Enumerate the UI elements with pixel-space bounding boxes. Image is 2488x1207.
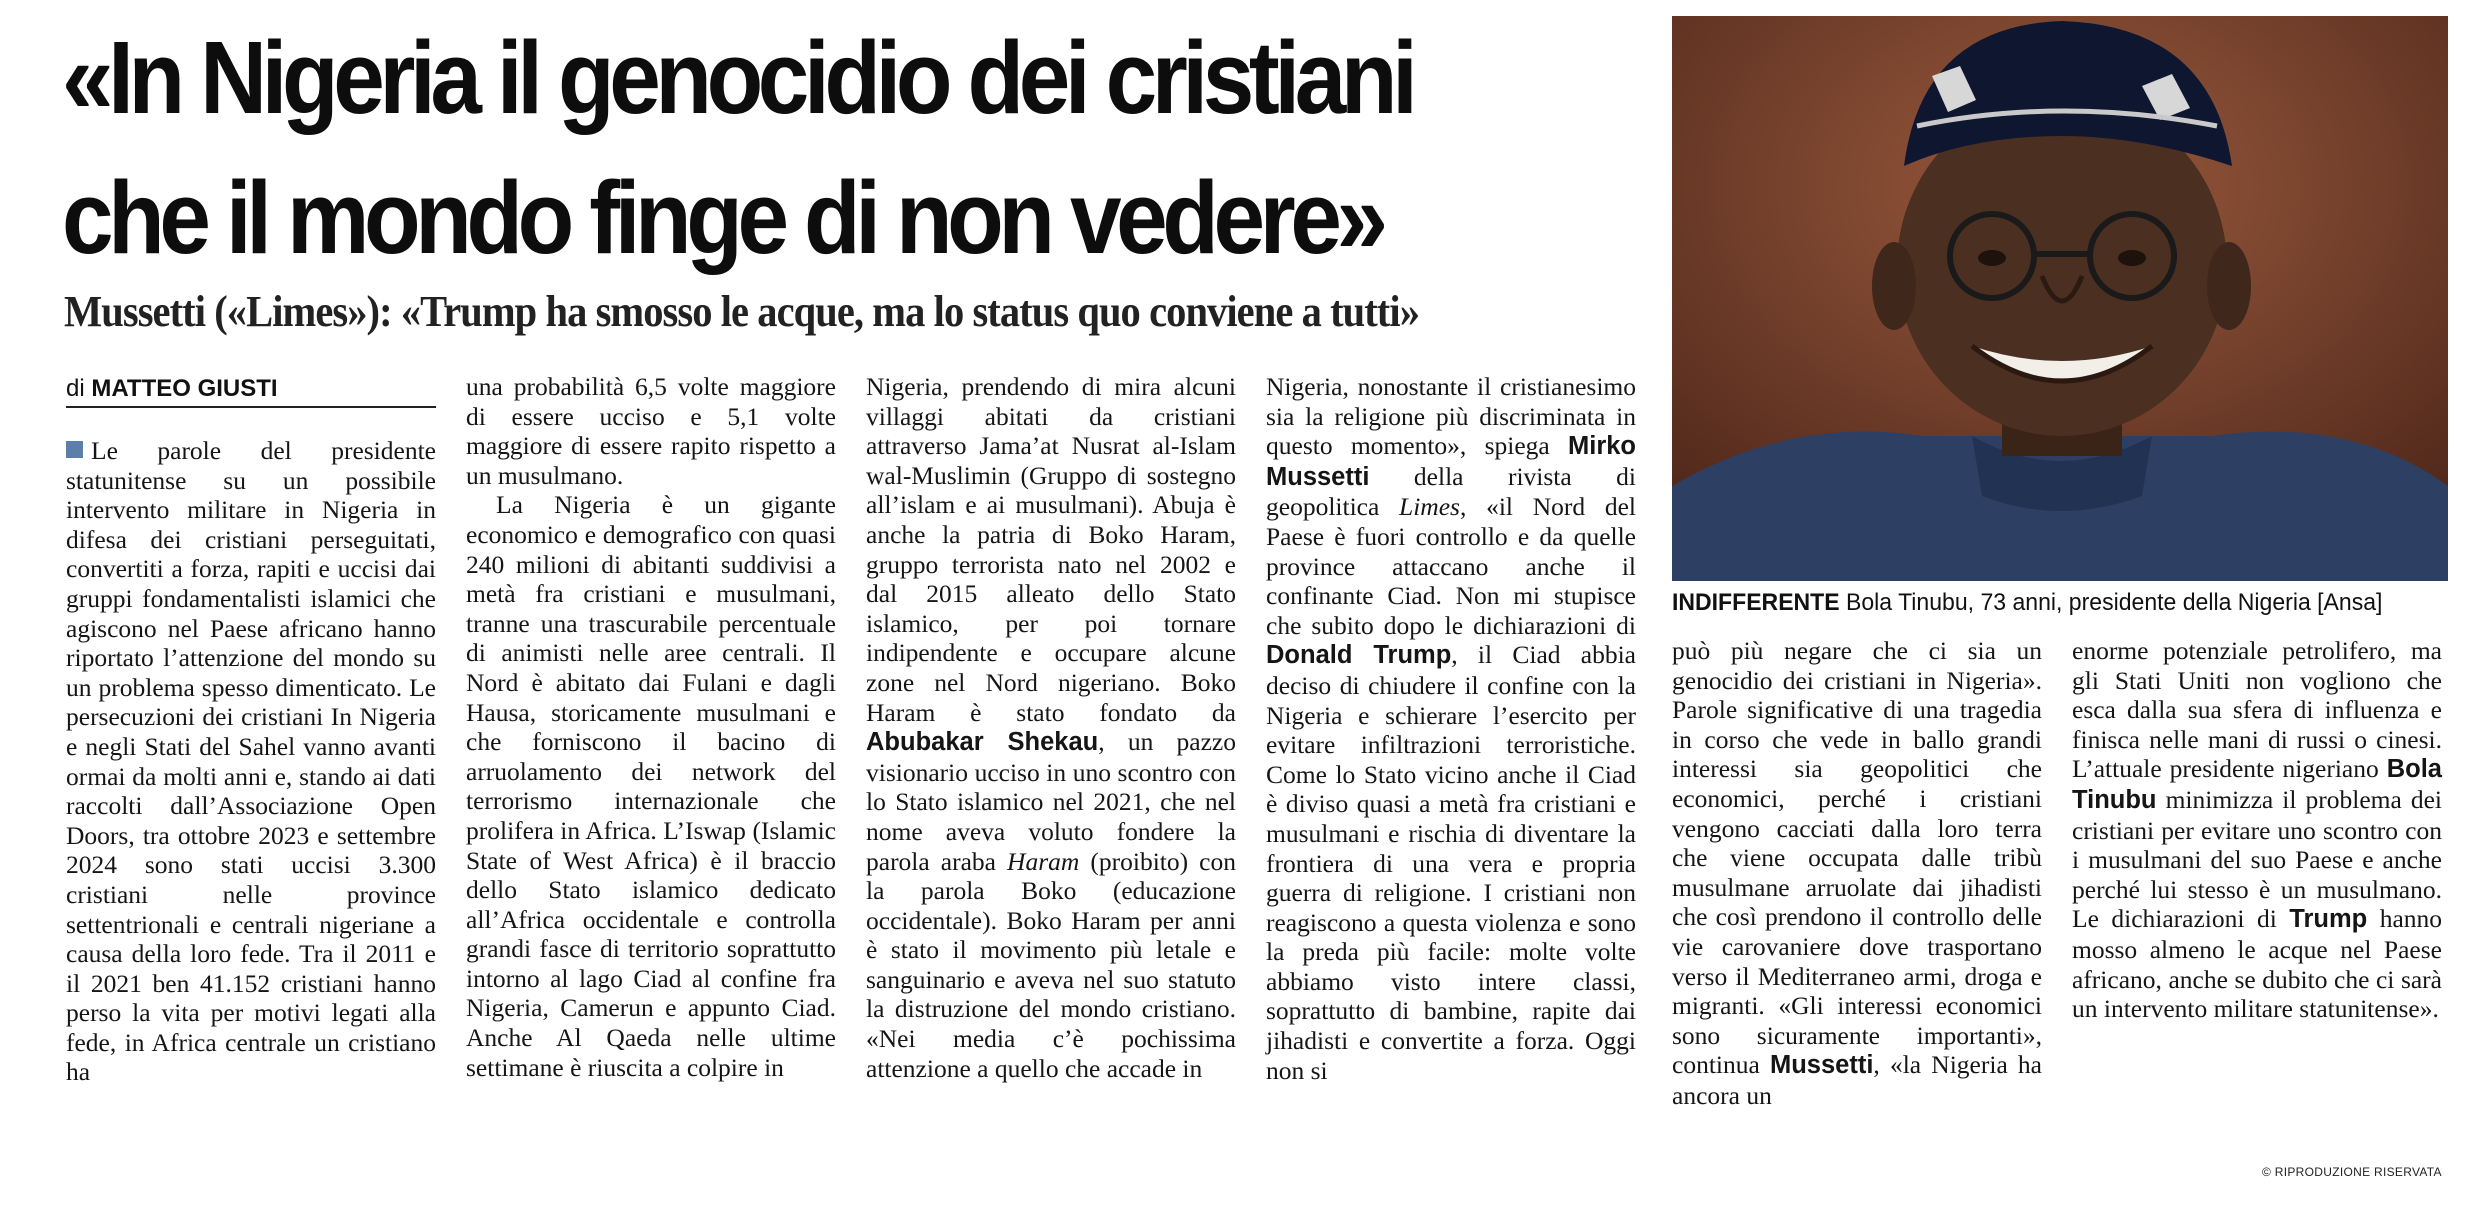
text-run: minimizza il problema dei cristiani per evitare uno scontro con i musulmani del suo Paese e anche perché lui stesso è un musulmano. Le dichiarazioni di [2072, 784, 2443, 934]
paragraph: una probabilità 6,5 volte maggiore di essere ucciso e 5,1 volte maggiore di essere rapito rispetto a un musulmano. [466, 372, 836, 490]
text-run: , «il Nord del Paese è fuori controllo e da quelle province attaccano anche il confinante Ciad. Non mi stupisce che subito dopo le dichiarazioni di [1266, 492, 1637, 640]
paragraph [1672, 636, 2042, 1111]
headline-line-1: «In Nigeria il genocidio dei cristiani [62, 20, 1413, 135]
text-run: Nigeria, nonostante il cristianesimo sia la religione più discriminata in questo momento», spiega [1266, 372, 1636, 461]
person-name: Mirko Mussetti [1266, 432, 1637, 491]
article-column-2 [466, 372, 836, 1082]
subtitle: Mussetti («Limes»): «Trump ha smosso le acque, ma lo status quo conviene a tutti» [64, 287, 1420, 336]
person-name: Mussetti [1769, 1051, 1874, 1080]
article-column-5 [1672, 636, 2042, 1111]
paragraph [1266, 372, 1636, 1085]
italic-term: Limes [1399, 492, 1460, 522]
text-run: , il Ciad abbia deciso di chiudere il confine con la Nigeria e schierare l’esercito per evitare infiltrazioni terroristiche. Come lo Stato vicino anche il Ciad è diviso quasi a metà fra cristiani e musulmani e rischia di diventare la frontiera di una vera e propria guerra di religione. I cristiani non reagiscono a questa violenza e sono la preda più facile: molte volte abbiamo visto intere classi, soprattutto di bambine, rapite dai jihadisti e convertite a forza. Oggi non si [1266, 640, 1636, 1085]
person-name: Abubakar Shekau [866, 728, 1099, 757]
portrait-illustration [1672, 16, 2448, 581]
text-run: hanno mosso almeno le acque nel Paese africano, anche se dubito che ci sarà un intervento militare statunitense». [2072, 904, 2443, 1024]
headline-line-2: che il mondo finge di non vedere» [62, 160, 1383, 275]
paragraph [2072, 636, 2442, 1024]
text-run: (proibito) con la parola Boko (educazione occidentale). Boko Haram per anni è stato il movimento più letale e sanguinario e aveva nel suo statuto la distruzione del mondo cristiano. «Nei media c’è pochissima attenzione a quello che accade in [866, 846, 1236, 1083]
text-run: , un pazzo visionario ucciso in uno scontro con lo Stato islamico nel 2021, che nel nome aveva voluto fondere la parola araba [866, 727, 1236, 876]
byline [66, 372, 436, 408]
paragraph-start-square-icon [66, 441, 83, 458]
photo-bola-tinubu [1672, 16, 2448, 581]
photo-caption [1672, 586, 2415, 620]
paragraph [866, 372, 1236, 1083]
text-run: enorme potenziale petrolifero, ma gli Stati Uniti non vogliono che esca dalla sua sfera di influenza e finisca nelle mani di russi o cinesi. L’attuale presidente nigeriano [2072, 636, 2442, 784]
person-name: Donald Trump [1266, 641, 1452, 670]
article-column-3 [866, 372, 1236, 1083]
paragraph-text: Le parole del presidente statunitense su un possibile intervento militare in Nigeria in difesa dei cristiani perseguitati, convertiti a forza, rapiti e uccisi dai gruppi fondamentalisti islamici che agiscono nel Paese africano hanno riportato l’attenzione del mondo su un problema spesso dimenticato. Le persecuzioni dei cristiani In Nigeria e negli Stati del Sahel vanno avanti ormai da molti anni e, stando ai dati raccolti dall’Associazione Open Doors, tra ottobre 2023 e settembre 2024 sono stati uccisi 3.300 cristiani nelle province settentrionali e centrali nigeriane a causa della loro fede. Tra il 2011 e il 2021 ben 41.152 cristiani hanno perso la vita per motivi legati alla fede, in Africa centrale un cristiano ha [66, 436, 436, 1087]
byline-author: MATTEO GIUSTI [91, 375, 278, 402]
byline-prefix: di [66, 375, 85, 402]
caption-tag: INDIFFERENTE [1672, 589, 1840, 616]
copyright-notice: © RIPRODUZIONE RISERVATA [2262, 1165, 2442, 1179]
text-run: , «la Nigeria ha ancora un [1672, 1050, 2042, 1110]
person-name: Bola Tinubu [2072, 755, 2442, 814]
paragraph [66, 436, 436, 1087]
caption-text: Bola Tinubu, 73 anni, presidente della Nigeria [Ansa] [1839, 589, 2383, 616]
headline [62, 8, 1493, 288]
article-column-1 [66, 436, 436, 1087]
person-name: Trump [2289, 905, 2368, 934]
italic-term: Haram [1007, 846, 1080, 876]
text-run: Nigeria, prendendo di mira alcuni villaggi abitati da cristiani attraverso Jama’at Nusrat al-Islam wal-Muslimin (Gruppo di sostegno all’islam e ai musulmani). Abuja è anche la patria di Boko Haram, gruppo terrorista nato nel 2002 e dal 2015 alleato dello Stato islamico, per poi tornare indipendente e occupare alcune zone nel Nord nigeriano. Boko Haram è stato fondato da [866, 372, 1236, 727]
text-run: della rivista di geopolitica [1266, 461, 1636, 522]
text-run: può più negare che ci sia un genocidio dei cristiani in Nigeria». Parole significative di una tragedia in corso che vede in ballo grandi interessi sia geopolitici che economici, perché i cristiani vengono cacciati dalla loro terra che viene occupata dalle tribù musulmane arruolate dai jihadisti che così prendono il controllo delle vie carovaniere dove trasportano verso il Mediterraneo armi, droga e migranti. «Gli interessi economici sono sicuramente importanti», continua [1672, 636, 2042, 1080]
article-column-6 [2072, 636, 2442, 1024]
article-column-4 [1266, 372, 1636, 1085]
paragraph: La Nigeria è un gigante economico e demografico con quasi 240 milioni di abitanti suddivisi a metà fra cristiani e musulmani, tranne una trascurabile percentuale di animisti nelle aree centrali. Il Nord è abitato dai Fulani e dagli Hausa, storicamente musulmani e che forniscono il bacino di arruolamento dei network del terrorismo internazionale che prolifera in Africa. L’Iswap (Islamic State of West Africa) è il braccio dello Stato islamico dedicato all’Africa occidentale e controlla grandi fasce di territorio soprattutto intorno al lago Ciad al confine fra Nigeria, Camerun e appunto Ciad. Anche Al Qaeda nelle ultime settimane è riuscita a colpire in [466, 490, 836, 1082]
